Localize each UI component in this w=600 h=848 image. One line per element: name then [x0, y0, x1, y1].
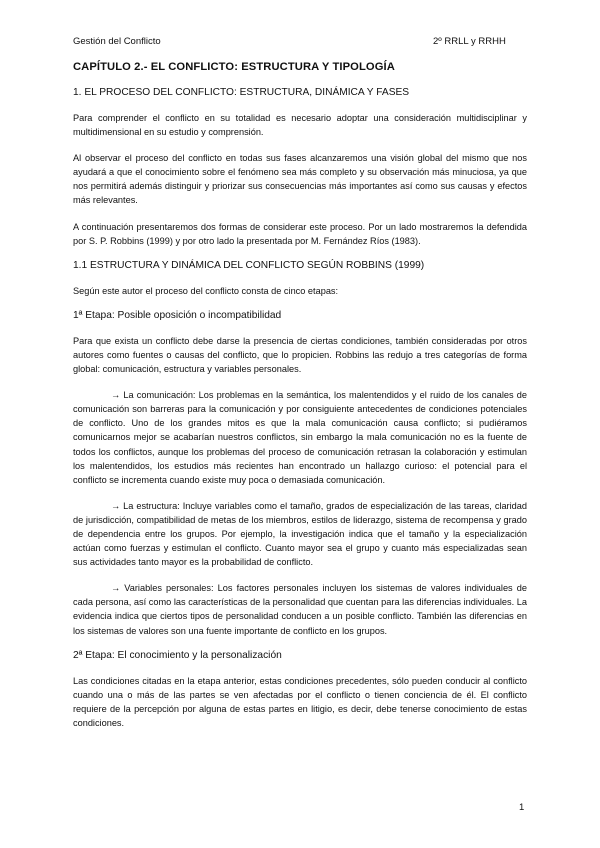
document-body [73, 61, 527, 742]
bullet-personal-variables: → Variables personales: Los factores personales incluyen los sistemas de valores individuales de cada persona, así como las características de la personalidad que cuentan para las diferencias individuales. La evidencia indica que ciertos tipos de personalidad conducen a un posible conflicto. También las diferencias en los sistemas de valores son una fuente importante de conflicto en los grupos. [73, 583, 527, 636]
header-program-name: 2º RRLL y RRHH [433, 36, 506, 47]
paragraph-3: A continuación presentaremos dos formas de considerar este proceso. Por un lado mostraremos la defendida por S. P. Robbins (1999) y por otro lado la presentada por M. Fernández Ríos (1983). [73, 221, 527, 246]
paragraph-2: Al observar el proceso del conflicto en todas sus fases alcanzaremos una visión global del mismo que nos ayudará a que el conocimiento sobre el fenómeno sea más completo y su observación más minuciosa, ya que nos permitirá además distinguir y priorizar sus consecuencias más importantes así como sus causas y efectos más relevantes. [73, 153, 527, 206]
header-course-name: Gestión del Conflicto [73, 36, 161, 47]
chapter-title: CAPÍTULO 2.- EL CONFLICTO: ESTRUCTURA Y TIPOLOGÍA [73, 61, 395, 73]
page-number: 1 [519, 802, 525, 813]
paragraph-5: Para que exista un conflicto debe darse la presencia de ciertas condiciones, también consideradas por otros autores como fuentes o causas del conflicto, que lo propicien. Robbins las redujo a tres categorías de forma global: comunicación, estructura y variables personales. [73, 335, 527, 375]
paragraph-6: Las condiciones citadas en la etapa anterior, estas condiciones precedentes, sólo pueden conducir al conflicto cuando una o más de las partes se ven afectadas por el conflicto o tienen conciencia de él. El conflicto requiere de la percepción por alguna de estas partes en litigio, es decir, debe tenerse conocimiento de estas condiciones. [73, 675, 527, 728]
bullet-structure: → La estructura: Incluye variables como el tamaño, grados de especialización de las tareas, claridad de jurisdicción, compatibilidad de metas de los miembros, estilos de liderazgo, sistema de recompensa y grado de dependencia entre los grupos. Por ejemplo, la investigación indica que el tamaño y la especialización actúan como fuerzas y estimulan el conflicto. Cuanto mayor sea el grupo y cuanto más especializadas sean sus actividades tanto mayor es la probabilidad de conflicto. [73, 500, 527, 568]
paragraph-4: Según este autor el proceso del conflicto consta de cinco etapas: [73, 285, 339, 296]
stage-2-title: 2ª Etapa: El conocimiento y la personalización [73, 649, 282, 661]
paragraph-1: Para comprender el conflicto en su totalidad es necesario adoptar una consideración multidisciplinar y multidimensional en su estudio y comprensión. [73, 113, 527, 138]
bullet-communication: → La comunicación: Los problemas en la semántica, los malentendidos y el ruido de los canales de comunicación son barreras para la comunicación y por consiguiente antecedentes de condiciones potenciales de conflicto. Uno de los grandes mitos es que la mala comunicación causa conflicto; si pudiéramos comunicarnos mejor se acabarían nuestros conflictos, sin embargo la mala comunicación no es la fuente de todos los conflictos, aunque los problemas del proceso de comunicación retrasan la colaboración y estimulan los malentendidos, los estudios más recientes han encontrado un hallazgo curioso: el potencial para el conflicto se incrementa cuando existe muy poca o demasiada comunicación. [73, 390, 527, 485]
section-1-1-title: 1.1 ESTRUCTURA Y DINÁMICA DEL CONFLICTO SEGÚN ROBBINS (1999) [73, 259, 425, 271]
section-1-title: 1. EL PROCESO DEL CONFLICTO: ESTRUCTURA, DINÁMICA Y FASES [73, 87, 410, 98]
stage-1-title: 1ª Etapa: Posible oposición o incompatibilidad [73, 309, 282, 321]
